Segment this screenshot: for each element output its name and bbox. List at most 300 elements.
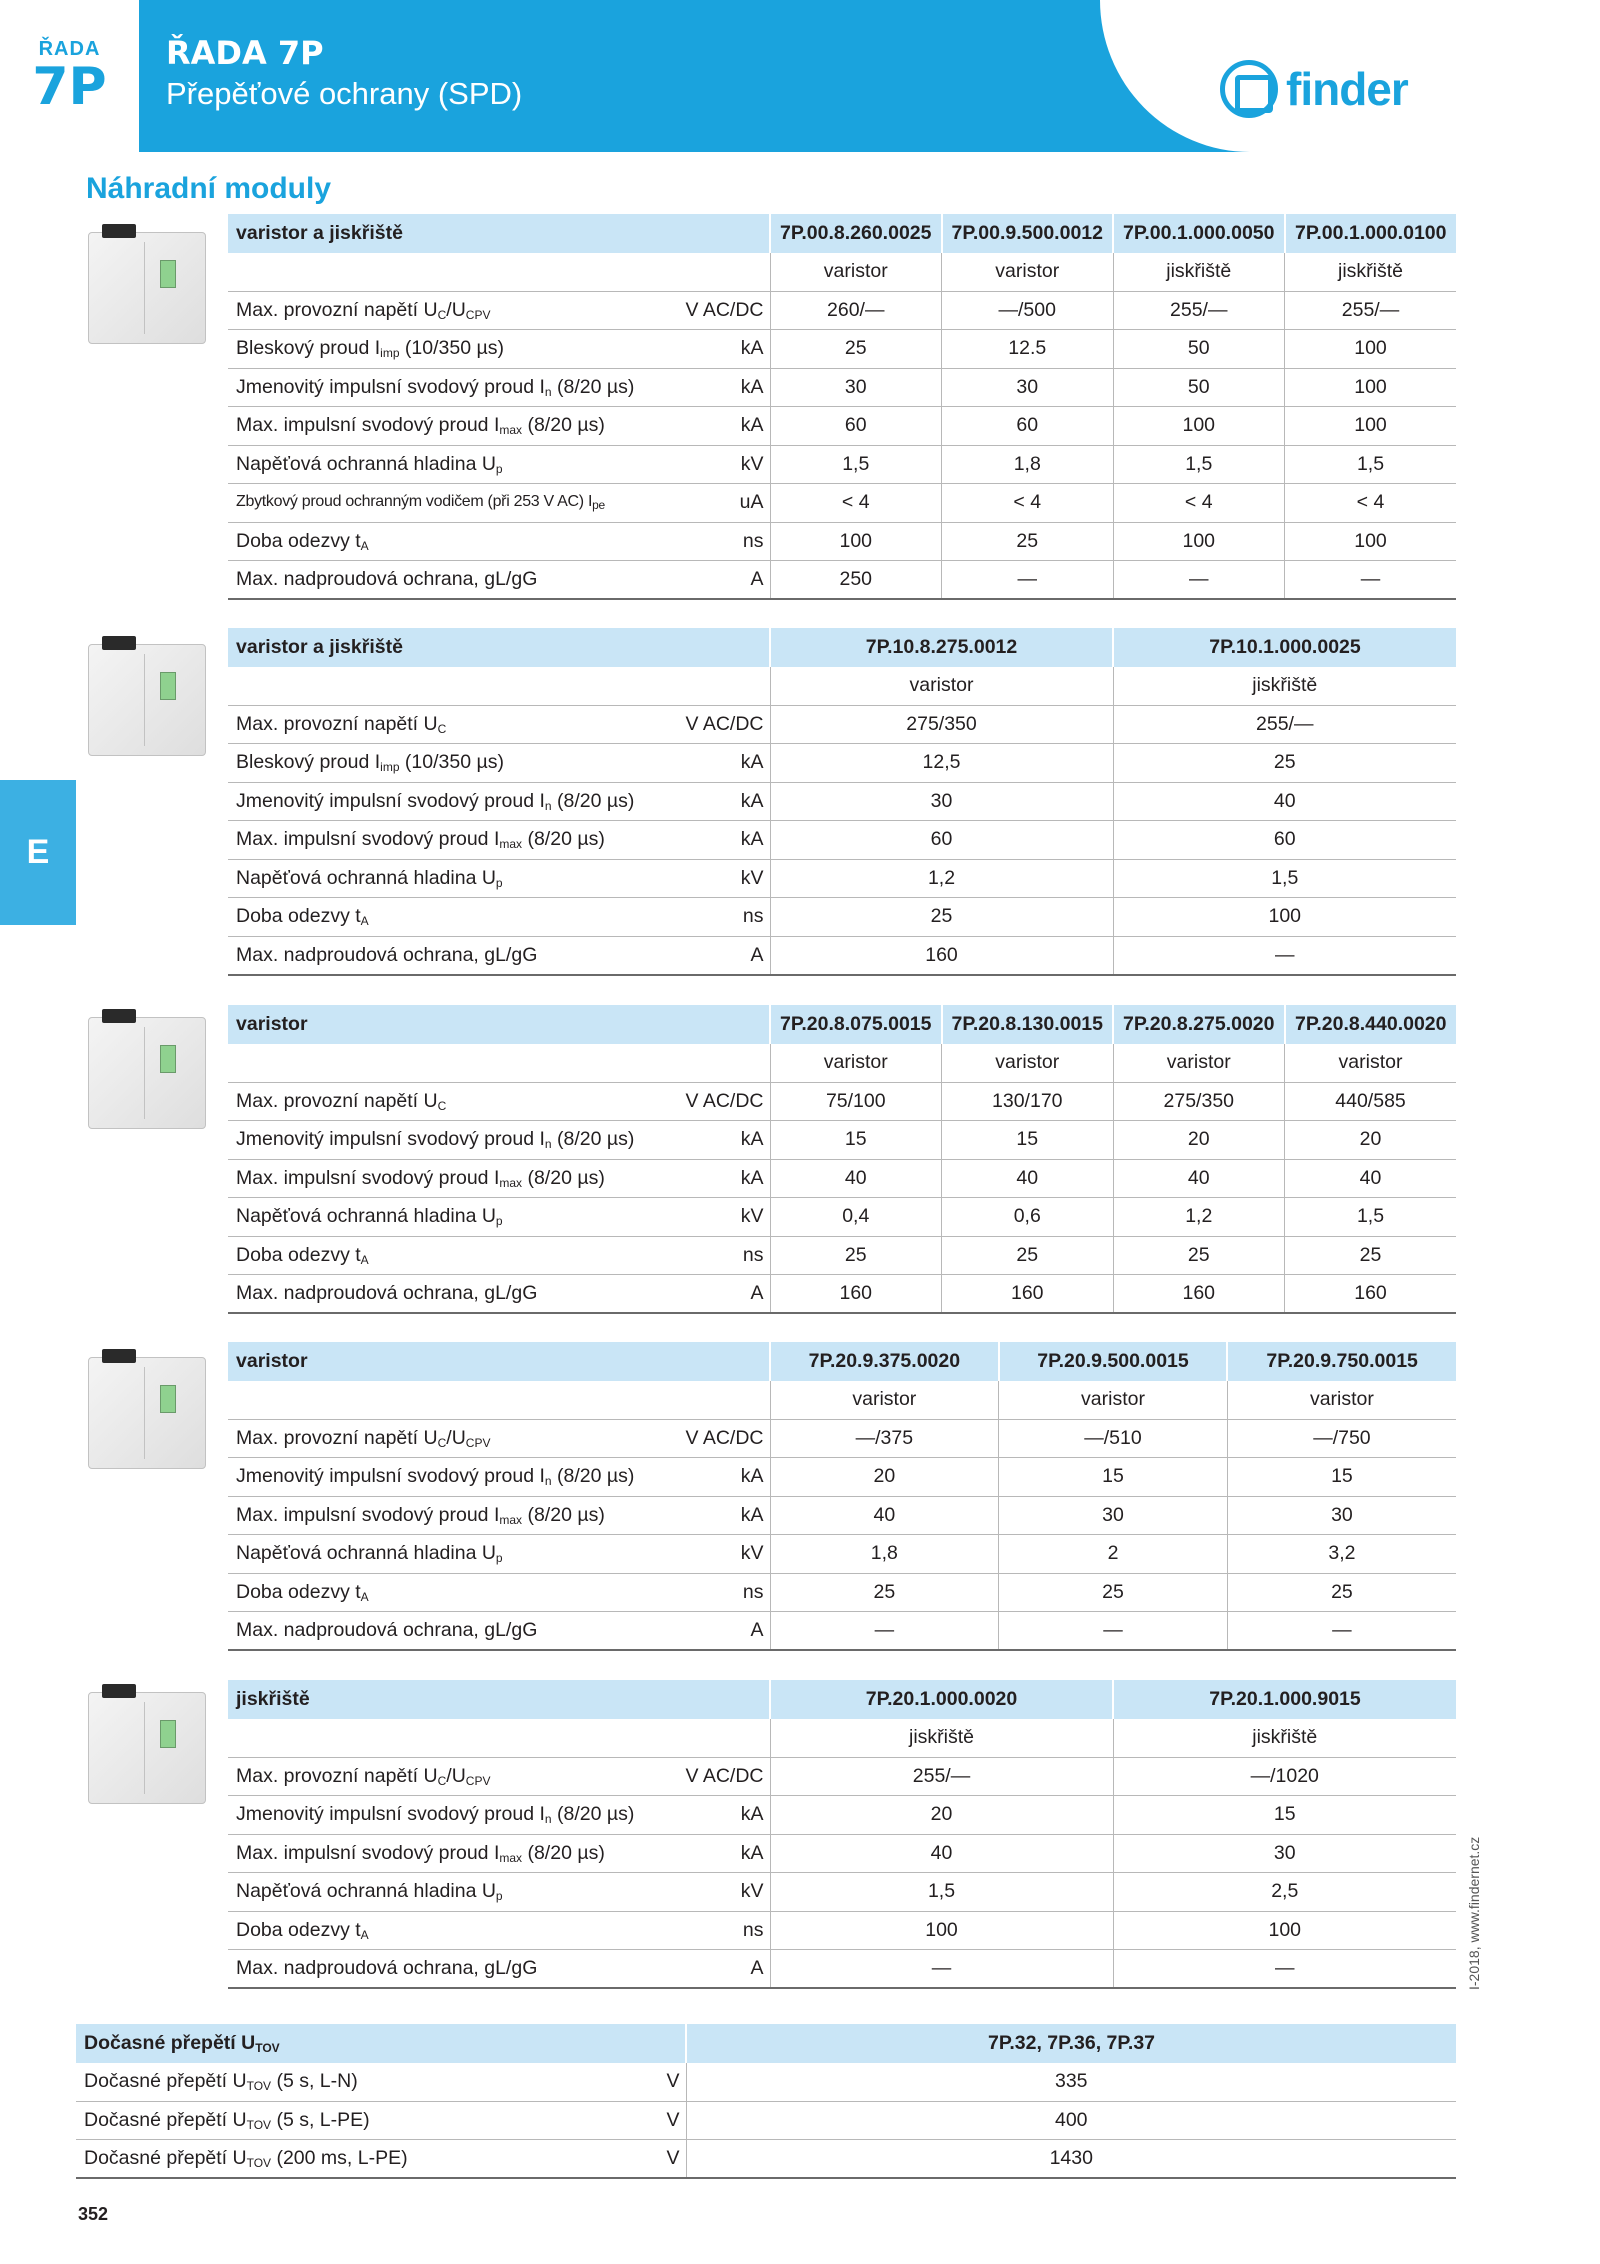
param-subscript: max (499, 1512, 523, 1527)
finder-logo-text: finder (1286, 63, 1408, 115)
param-suffix: (8/20 µs) (551, 1465, 635, 1488)
unit-cell: A (680, 936, 770, 975)
product-code: 7P.20.1.000.9015 (1113, 1680, 1456, 1719)
table-type-row (228, 1044, 1456, 1083)
tov-table (76, 2024, 1456, 2179)
value-cell: 1,2 (1113, 1198, 1285, 1237)
table-row (228, 368, 1456, 407)
empty-cell (228, 253, 770, 292)
table-header-row (228, 214, 1456, 253)
value-cell: 60 (1113, 821, 1456, 860)
unit-cell: kA (680, 821, 770, 860)
param-text: Max. impulsní svodový proud I (236, 1166, 500, 1189)
param-cell (228, 1573, 680, 1612)
table-title: jiskřiště (228, 1680, 770, 1719)
param-text: Jmenovitý impulsní svodový proud I (236, 1803, 545, 1826)
param-cell (228, 1834, 680, 1873)
value-cell: 20 (770, 1796, 1113, 1835)
param-subscript: CPV (465, 307, 491, 322)
unit-cell: kA (680, 407, 770, 446)
product-type: varistor (770, 667, 1113, 706)
param-cell (228, 898, 680, 937)
value-cell: 12,5 (770, 744, 1113, 783)
table-title: varistor a jiskřiště (228, 628, 770, 667)
side-note: I-2018, www.findernet.cz (1466, 1836, 1482, 1990)
table-row (228, 1419, 1456, 1458)
value-cell: — (1227, 1612, 1456, 1651)
param-text: Doba odezvy t (236, 1918, 361, 1941)
param-cell (228, 445, 680, 484)
tov-code: 7P.32, 7P.36, 7P.37 (686, 2024, 1456, 2063)
value-cell: 100 (1285, 368, 1457, 407)
param-text: Max. nadproudová ochrana, gL/gG (236, 943, 538, 966)
page-title: ŘADA 7P (166, 34, 324, 72)
value-cell: 100 (1113, 1911, 1456, 1950)
value-cell: 40 (1113, 1159, 1285, 1198)
param-text: Jmenovitý impulsní svodový proud I (236, 375, 545, 398)
param-text: Napěťová ochranná hladina U (236, 1205, 496, 1228)
param-cell (228, 1612, 680, 1651)
product-code: 7P.00.9.500.0012 (942, 214, 1114, 253)
param-text: Jmenovitý impulsní svodový proud I (236, 789, 545, 812)
value-cell: 25 (1285, 1236, 1457, 1275)
unit-cell: V (596, 2063, 686, 2102)
table-title: varistor a jiskřiště (228, 214, 770, 253)
page-subtitle: Přepěťové ochrany (SPD) (166, 76, 523, 111)
param-suffix: /U (446, 298, 466, 321)
table-row (228, 561, 1456, 600)
param-suffix: (8/20 µs) (522, 1166, 605, 1189)
param-text: Max. nadproudová ochrana, gL/gG (236, 1957, 538, 1979)
param-subscript: A (360, 538, 369, 553)
param-cell (228, 1950, 680, 1989)
param-cell (228, 522, 680, 561)
value-cell: 25 (942, 522, 1114, 561)
value-cell: 100 (770, 522, 942, 561)
param-suffix: (8/20 µs) (522, 1503, 605, 1526)
param-subscript: max (499, 837, 523, 852)
value-cell: —/510 (999, 1419, 1228, 1458)
value-cell: 25 (999, 1573, 1228, 1612)
series-code: 7P (32, 57, 107, 117)
unit-cell: ns (680, 522, 770, 561)
product-type: varistor (770, 253, 942, 292)
param-subscript: imp (380, 760, 400, 775)
value-cell: 275/350 (770, 705, 1113, 744)
param-subscript: p (495, 1889, 503, 1904)
unit-cell: kV (680, 445, 770, 484)
value-cell: — (770, 1950, 1113, 1989)
value-cell: 30 (999, 1496, 1228, 1535)
table-row (228, 1236, 1456, 1275)
value-cell: 2 (999, 1535, 1228, 1574)
table-header-row (228, 1680, 1456, 1719)
param-subscript: n (544, 1137, 552, 1152)
unit-cell: kA (680, 1159, 770, 1198)
value-cell: < 4 (942, 484, 1114, 523)
param-subscript: A (360, 1589, 369, 1604)
section-title: Náhradní moduly (86, 172, 332, 205)
table-title: varistor (228, 1342, 770, 1381)
product-code: 7P.00.1.000.0050 (1113, 214, 1285, 253)
value-cell: 20 (1113, 1121, 1285, 1160)
param-suffix: (8/20 µs) (551, 789, 635, 812)
table-row (228, 330, 1456, 369)
table-row (228, 1198, 1456, 1237)
param-subscript: n (544, 384, 552, 399)
value-cell: 25 (770, 1573, 999, 1612)
product-code: 7P.10.8.275.0012 (770, 628, 1113, 667)
param-cell (228, 1796, 680, 1835)
param-cell (228, 705, 680, 744)
value-cell: 15 (1113, 1796, 1456, 1835)
unit-cell: kA (680, 1496, 770, 1535)
param-text: Bleskový proud I (236, 337, 381, 360)
product-code: 7P.20.9.500.0015 (999, 1342, 1228, 1381)
spec-table (228, 214, 1456, 600)
value-cell: — (942, 561, 1114, 600)
value-cell: 25 (1227, 1573, 1456, 1612)
value-cell: 20 (770, 1458, 999, 1497)
tov-row (76, 2101, 1456, 2140)
param-subscript: pe (592, 498, 605, 513)
product-type: varistor (1285, 1044, 1457, 1083)
value-cell: 400 (686, 2101, 1456, 2140)
param-subscript: TOV (246, 2156, 272, 2170)
unit-cell: A (680, 1950, 770, 1989)
unit-cell: kA (680, 1458, 770, 1497)
param-subscript: C (437, 1435, 447, 1450)
param-text: Max. provozní napětí U (236, 1089, 438, 1112)
value-cell: 1,8 (942, 445, 1114, 484)
value-cell: 440/585 (1285, 1082, 1457, 1121)
param-cell (228, 1159, 680, 1198)
product-image (82, 1680, 212, 1808)
value-cell: 40 (1285, 1159, 1457, 1198)
product-code: 7P.20.8.440.0020 (1285, 1005, 1457, 1044)
tov-title-text: Dočasné přepětí U (84, 2031, 256, 2054)
value-cell: 255/— (770, 1757, 1113, 1796)
table-row (228, 1873, 1456, 1912)
product-code: 7P.20.9.750.0015 (1227, 1342, 1456, 1381)
unit-cell: ns (680, 898, 770, 937)
param-cell (228, 1757, 680, 1796)
value-cell: —/750 (1227, 1419, 1456, 1458)
param-subscript: C (437, 1773, 447, 1788)
param-text: Napěťová ochranná hladina U (236, 866, 496, 889)
value-cell: 40 (770, 1496, 999, 1535)
param-cell (228, 744, 680, 783)
product-type: jiskřiště (1113, 667, 1456, 706)
unit-cell: kA (680, 1834, 770, 1873)
unit-cell: V AC/DC (680, 705, 770, 744)
value-cell: 100 (1285, 330, 1457, 369)
value-cell: 1430 (686, 2140, 1456, 2179)
table-header-row (228, 1342, 1456, 1381)
param-cell (228, 1873, 680, 1912)
value-cell: 40 (770, 1159, 942, 1198)
value-cell: 100 (1113, 898, 1456, 937)
value-cell: 40 (942, 1159, 1114, 1198)
param-cell (228, 1121, 680, 1160)
table-row (228, 1950, 1456, 1989)
product-code: 7P.10.1.000.0025 (1113, 628, 1456, 667)
param-cell (228, 1082, 680, 1121)
value-cell: 1,5 (1113, 859, 1456, 898)
table-row (228, 859, 1456, 898)
table-row (228, 291, 1456, 330)
table-row (228, 445, 1456, 484)
table-type-row (228, 1381, 1456, 1420)
param-text: Max. impulsní svodový proud I (236, 1841, 500, 1864)
finder-logo-icon (1220, 60, 1278, 118)
value-cell: —/500 (942, 291, 1114, 330)
value-cell: 75/100 (770, 1082, 942, 1121)
param-text: Napěťová ochranná hladina U (236, 1880, 496, 1903)
value-cell: 255/— (1285, 291, 1457, 330)
param-text: Doba odezvy t (236, 1243, 361, 1266)
product-type: jiskřiště (1285, 253, 1457, 292)
value-cell: 100 (1113, 407, 1285, 446)
unit-cell: V (596, 2101, 686, 2140)
product-code: 7P.20.9.375.0020 (770, 1342, 999, 1381)
param-cell (228, 1535, 680, 1574)
param-cell (228, 936, 680, 975)
param-suffix: /U (446, 1764, 466, 1787)
value-cell: 0,6 (942, 1198, 1114, 1237)
param-cell (228, 484, 680, 523)
param-subscript: A (360, 1927, 369, 1942)
product-type: varistor (770, 1381, 999, 1420)
param-suffix: (200 ms, L-PE) (271, 2147, 408, 2169)
unit-cell: kA (680, 330, 770, 369)
param-text: Max. provozní napětí U (236, 712, 438, 735)
param-text: Zbytkový proud ochranným vodičem (při 253 V AC) I (236, 493, 593, 511)
value-cell: 12.5 (942, 330, 1114, 369)
param-text: Dočasné přepětí U (84, 2070, 247, 2092)
value-cell: —/375 (770, 1419, 999, 1458)
value-cell: 30 (770, 368, 942, 407)
value-cell: 15 (999, 1458, 1228, 1497)
param-text: Jmenovitý impulsní svodový proud I (236, 1465, 545, 1488)
unit-cell: kV (680, 859, 770, 898)
value-cell: 30 (770, 782, 1113, 821)
unit-cell: V (596, 2140, 686, 2179)
param-cell (228, 1458, 680, 1497)
value-cell: 20 (1285, 1121, 1457, 1160)
table-row (228, 1159, 1456, 1198)
spec-table (228, 1005, 1456, 1314)
series-marker (0, 38, 139, 117)
value-cell: 160 (770, 1275, 942, 1314)
param-text: Bleskový proud I (236, 751, 381, 774)
table-row (228, 1834, 1456, 1873)
unit-cell: A (680, 1275, 770, 1314)
param-cell (228, 782, 680, 821)
param-subscript: C (437, 307, 447, 322)
unit-cell: kA (680, 1121, 770, 1160)
param-text: Max. provozní napětí U (236, 298, 438, 321)
table-title: varistor (228, 1005, 770, 1044)
value-cell: 15 (942, 1121, 1114, 1160)
param-cell (228, 1275, 680, 1314)
param-subscript: CPV (465, 1435, 491, 1450)
param-subscript: A (360, 1252, 369, 1267)
table-row (228, 1458, 1456, 1497)
table-type-row (228, 253, 1456, 292)
table-row (228, 705, 1456, 744)
value-cell: 260/— (770, 291, 942, 330)
product-code: 7P.20.8.275.0020 (1113, 1005, 1285, 1044)
empty-cell (228, 1381, 770, 1420)
param-text: Max. provozní napětí U (236, 1426, 438, 1449)
product-type: varistor (942, 253, 1114, 292)
param-text: Max. impulsní svodový proud I (236, 414, 500, 437)
table-row (228, 484, 1456, 523)
value-cell: — (1113, 561, 1285, 600)
param-cell (228, 1496, 680, 1535)
tov-row (76, 2063, 1456, 2102)
param-subscript: p (495, 1214, 503, 1229)
value-cell: < 4 (1113, 484, 1285, 523)
param-suffix: (5 s, L-N) (271, 2070, 358, 2092)
table-type-row (228, 1719, 1456, 1758)
value-cell: 25 (1113, 744, 1456, 783)
value-cell: 50 (1113, 330, 1285, 369)
param-cell (228, 330, 680, 369)
empty-cell (228, 1719, 770, 1758)
product-type: varistor (942, 1044, 1114, 1083)
unit-cell: V AC/DC (680, 1757, 770, 1796)
spec-table (228, 1342, 1456, 1651)
param-cell (228, 561, 680, 600)
param-text: Max. impulsní svodový proud I (236, 1503, 500, 1526)
param-suffix: (10/350 µs) (399, 337, 504, 360)
value-cell: < 4 (770, 484, 942, 523)
param-text: Max. provozní napětí U (236, 1764, 438, 1787)
spec-table (228, 628, 1456, 976)
param-subscript: n (544, 1474, 552, 1489)
value-cell: 25 (770, 898, 1113, 937)
table-row (228, 821, 1456, 860)
value-cell: 255/— (1113, 705, 1456, 744)
page-number: 352 (78, 2204, 109, 2224)
table-row (228, 898, 1456, 937)
product-image (82, 220, 212, 348)
unit-cell: V AC/DC (680, 1419, 770, 1458)
table-type-row (228, 667, 1456, 706)
param-cell (228, 291, 680, 330)
table-row (228, 1911, 1456, 1950)
param-suffix: (8/20 µs) (551, 1803, 635, 1826)
chapter-tab: E (0, 780, 76, 925)
table-row (228, 1796, 1456, 1835)
product-code: 7P.20.8.130.0015 (942, 1005, 1114, 1044)
param-cell (228, 1419, 680, 1458)
value-cell: 40 (1113, 782, 1456, 821)
unit-cell: ns (680, 1236, 770, 1275)
value-cell: 3,2 (1227, 1535, 1456, 1574)
product-image (82, 1005, 212, 1133)
param-text: Jmenovitý impulsní svodový proud I (236, 1128, 545, 1151)
param-text: Doba odezvy t (236, 905, 361, 928)
param-text: Max. nadproudová ochrana, gL/gG (236, 1619, 538, 1641)
product-image (82, 632, 212, 760)
value-cell: 130/170 (942, 1082, 1114, 1121)
param-cell (228, 859, 680, 898)
value-cell: 25 (1113, 1236, 1285, 1275)
empty-cell (228, 667, 770, 706)
value-cell: 1,5 (1285, 445, 1457, 484)
tov-row (76, 2140, 1456, 2179)
value-cell: 100 (1285, 407, 1457, 446)
value-cell: —/1020 (1113, 1757, 1456, 1796)
value-cell: — (1113, 1950, 1456, 1989)
param-text: Dočasné přepětí U (84, 2108, 247, 2131)
table-header-row (228, 1005, 1456, 1044)
unit-cell: kV (680, 1873, 770, 1912)
product-type: varistor (1227, 1381, 1456, 1420)
value-cell: 100 (1113, 522, 1285, 561)
value-cell: 60 (770, 821, 1113, 860)
table-row (228, 522, 1456, 561)
value-cell: — (999, 1612, 1228, 1651)
product-type: jiskřiště (770, 1719, 1113, 1758)
unit-cell: ns (680, 1911, 770, 1950)
product-code: 7P.20.1.000.0020 (770, 1680, 1113, 1719)
unit-cell: ns (680, 1573, 770, 1612)
param-subscript: n (544, 1812, 552, 1827)
value-cell: 30 (1227, 1496, 1456, 1535)
value-cell: 0,4 (770, 1198, 942, 1237)
value-cell: 2,5 (1113, 1873, 1456, 1912)
tov-title (76, 2024, 686, 2063)
table-row (228, 1121, 1456, 1160)
value-cell: — (1285, 561, 1457, 600)
param-cell (228, 368, 680, 407)
value-cell: 1,5 (770, 445, 942, 484)
unit-cell: kV (680, 1198, 770, 1237)
param-suffix: (8/20 µs) (551, 1128, 635, 1151)
param-subscript: p (495, 461, 503, 476)
value-cell: — (1113, 936, 1456, 975)
value-cell: 60 (942, 407, 1114, 446)
value-cell: 160 (1285, 1275, 1457, 1314)
unit-cell: uA (680, 484, 770, 523)
param-suffix: (10/350 µs) (399, 751, 504, 774)
value-cell: 25 (770, 1236, 942, 1275)
value-cell: 1,5 (770, 1873, 1113, 1912)
param-subscript: CPV (465, 1773, 491, 1788)
value-cell: 40 (770, 1834, 1113, 1873)
value-cell: 30 (1113, 1834, 1456, 1873)
unit-cell: V AC/DC (680, 1082, 770, 1121)
param-subscript: p (495, 1551, 503, 1566)
param-subscript: A (360, 914, 369, 929)
product-type: varistor (999, 1381, 1228, 1420)
unit-cell: kV (680, 1535, 770, 1574)
param-subscript: max (499, 423, 523, 438)
value-cell: 100 (770, 1911, 1113, 1950)
param-cell (228, 1911, 680, 1950)
value-cell: 1,5 (1285, 1198, 1457, 1237)
value-cell: 60 (770, 407, 942, 446)
value-cell: 255/— (1113, 291, 1285, 330)
table-header-row (228, 628, 1456, 667)
table-row (228, 1275, 1456, 1314)
table-row (228, 782, 1456, 821)
table-row (228, 1612, 1456, 1651)
